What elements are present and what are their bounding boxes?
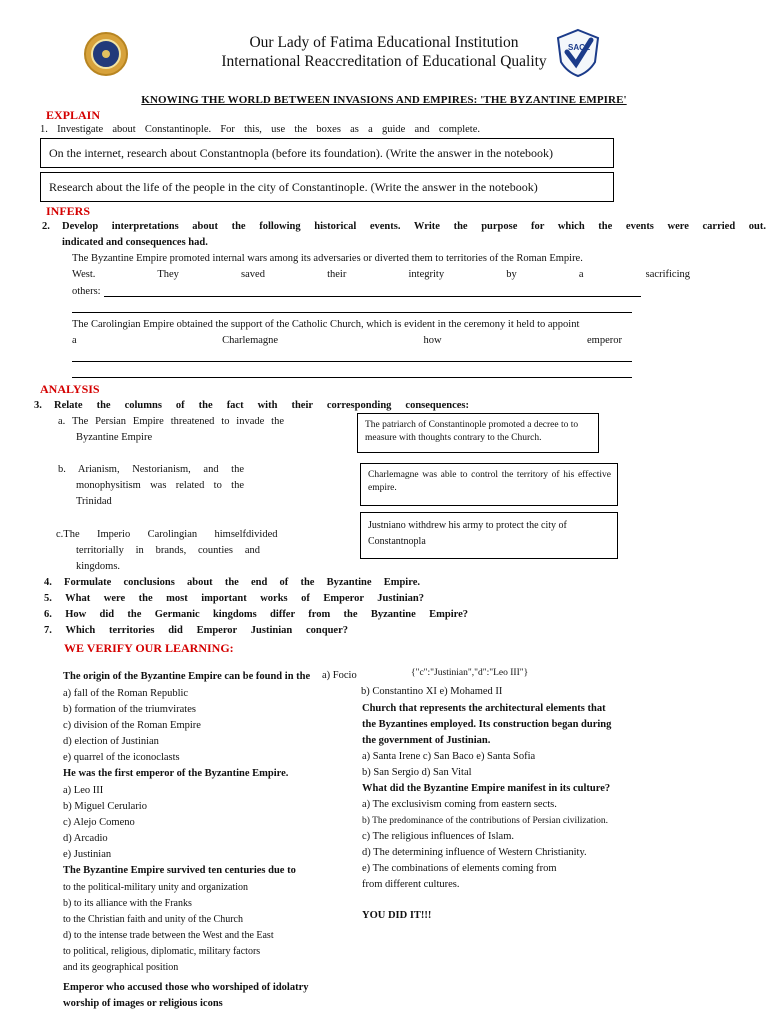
quiz-question-2 [44,767,334,863]
quiz-question-text: Church that represents the architectural elements that [362,703,606,714]
fact-b-line-1: b. Arianism, Nestorianism, and the [58,464,244,475]
quiz-option[interactable]: c) The religious influences of Islam. [362,831,515,842]
infer-item-1-line-3: others: [72,286,101,297]
quiz-option[interactable]: d) to the intense trade between the West and the East [63,930,274,941]
quiz-question-text: The Byzantine Empire survived ten centuries due to [63,865,296,876]
svg-text:SACE: SACE [568,43,591,52]
quiz-option[interactable]: to the political-military unity and organization [63,882,249,893]
fact-c-line-2: territorially in brands, counties and [76,545,260,556]
quiz-column-1 [44,670,334,1012]
question-2-line-2: indicated and consequences had. [62,237,208,248]
quiz-option[interactable]: a) Santa Irene c) San Baco e) Santa Sofia [362,751,536,762]
infer-item-1-line-2: West. They saved their integrity by a sacrificing [72,269,690,280]
question-2-line-1: Develop interpretations about the following historical events. Write the purpose for which the events were carried out. [62,221,766,232]
verify-heading: WE VERIFY OUR LEARNING: [64,641,234,655]
quiz-option[interactable]: and its geographical position [63,962,179,973]
fact-b-line-3: Trinidad [76,496,112,507]
question-7: 7. Which territories did Emperor Justinian conquer? [44,625,348,636]
question-4: 4. Formulate conclusions about the end of the Byzantine Empire. [44,577,420,588]
quiz-option[interactable]: d) The determining influence of Western Christianity. [362,847,587,858]
question-1: 1. Investigate about Constantinople. For this, use the boxes as a guide and complete. [40,124,480,135]
research-box-1 [40,138,614,168]
quiz-question-text: the Byzantines employed. Its construction began during [362,719,612,730]
quiz-option[interactable]: e) Justinian [63,849,112,860]
quiz-question-5 [342,701,652,781]
question-5: 5. What were the most important works of Emperor Justinian? [44,593,424,604]
fact-a-line-1: a. The Persian Empire threatened to invade the [58,416,284,427]
institution-name: Our Lady of Fatima Educational Institution [249,34,519,51]
quiz-option[interactable]: b) to its alliance with the Franks [63,898,192,909]
quiz-column-2 [342,701,652,922]
quiz-question-4 [44,980,334,1012]
quiz-option[interactable]: c) Alejo Comeno [63,817,135,828]
analysis-heading: ANALYSIS [40,382,100,396]
infer-item-1-line-1: The Byzantine Empire promoted internal wars among its adversaries or diverted them to territories of the Roman Empire. [72,253,583,264]
closing-message: YOU DID IT!!! [362,910,432,921]
sace-check-icon [555,28,601,78]
quiz-option[interactable]: e) quarrel of the iconoclasts [63,752,180,763]
research-box-1-text: On the internet, research about Constantnopla (before its foundation). (Write the answer in the notebook) [49,146,554,160]
fact-c-line-1b: divided [246,529,278,540]
answer-line[interactable] [72,377,632,378]
infers-heading: INFERS [46,204,91,218]
quiz-question-text: He was the first emperor of the Byzantine Empire. [63,768,289,779]
consequence-box-2 [360,463,618,506]
research-box-2 [40,172,614,202]
consequence-2-text: Charlemagne was able to control the territory of his effective empire. [368,470,611,493]
question-2-number: 2. [42,221,50,232]
quiz-option[interactable]: c) division of the Roman Empire [63,720,201,731]
answer-line[interactable] [72,361,632,362]
question-3: Relate the columns of the fact with their corresponding consequences: [54,400,469,411]
page-title: KNOWING THE WORLD BETWEEN INVASIONS AND EMPIRES: 'THE BYZANTINE EMPIRE' [141,94,627,106]
institution-subtitle: International Reaccreditation of Educational Quality [221,53,547,70]
quiz-options-inline: {"c":"Justinian","d":"Leo III"} [411,668,529,678]
quiz-option[interactable]: d) election of Justinian [63,736,159,747]
quiz-option[interactable]: to political, religious, diplomatic, military factors [63,946,261,957]
quiz-option[interactable]: b) formation of the triumvirates [63,704,196,715]
fact-c-line-1: c.The Imperio Carolingian himself [56,529,246,540]
quiz-question-text: worship of images or religious icons [63,998,223,1009]
quiz-option[interactable]: a) Focio [322,670,357,681]
question-6: 6. How did the Germanic kingdoms differ from the Byzantine Empire? [44,609,468,620]
consequence-1-text: The patriarch of Constantinople promoted a decree to to measure with thoughts contrary to the Church. [365,420,579,443]
quiz-option[interactable]: from different cultures. [362,879,460,890]
quiz-question-text: What did the Byzantine Empire manifest in its culture? [362,783,611,794]
infer-item-2-line-2: a Charlemagne how emperor [72,335,622,346]
quiz-option[interactable]: a) Leo III [63,785,104,796]
answer-line[interactable] [104,296,641,297]
consequence-3-text: Justniano withdrew his army to protect the city of Constantnopla [368,520,567,547]
quiz-option[interactable]: e) The combinations of elements coming from [362,863,557,874]
quiz-option[interactable]: a) The exclusivism coming from eastern sects. [362,799,557,810]
quiz-option[interactable]: a) fall of the Roman Republic [63,688,189,699]
fact-a-line-2: Byzantine Empire [76,432,153,443]
quiz-option[interactable]: b) Miguel Cerulario [63,801,147,812]
research-box-2-text: Research about the life of the people in the city of Constantinople. (Write the answer in the notebook) [49,180,538,194]
quiz-option[interactable]: d) Arcadio [63,833,108,844]
quiz-option[interactable]: b) The predominance of the contributions of Persian civilization. [362,816,608,826]
fact-b-line-2: monophysitism was related to the [76,480,244,491]
quiz-question-text: The origin of the Byzantine Empire can be found in the [63,671,311,682]
quiz-question-6 [342,781,652,893]
infer-item-2-line-1: The Carolingian Empire obtained the support of the Catholic Church, which is evident in the ceremony it held to appoint [72,319,580,330]
answer-line[interactable] [72,312,632,313]
fact-c-line-3: kingdoms. [76,561,121,572]
quiz-question-3 [44,864,334,976]
consequence-box-1 [357,413,599,453]
consequence-box-3 [360,512,618,559]
quiz-question-1 [44,670,334,766]
explain-heading: EXPLAIN [46,108,101,122]
quiz-option[interactable]: to the Christian faith and unity of the Church [63,914,243,925]
quiz-question-text: the government of Justinian. [362,735,491,746]
quiz-question-text: Emperor who accused those who worshiped of idolatry [63,982,309,993]
quiz-option[interactable]: b) Constantino XI e) Mohamed II [361,686,503,697]
quiz-option[interactable]: b) San Sergio d) San Vital [362,767,472,778]
question-3-number: 3. [34,400,42,411]
